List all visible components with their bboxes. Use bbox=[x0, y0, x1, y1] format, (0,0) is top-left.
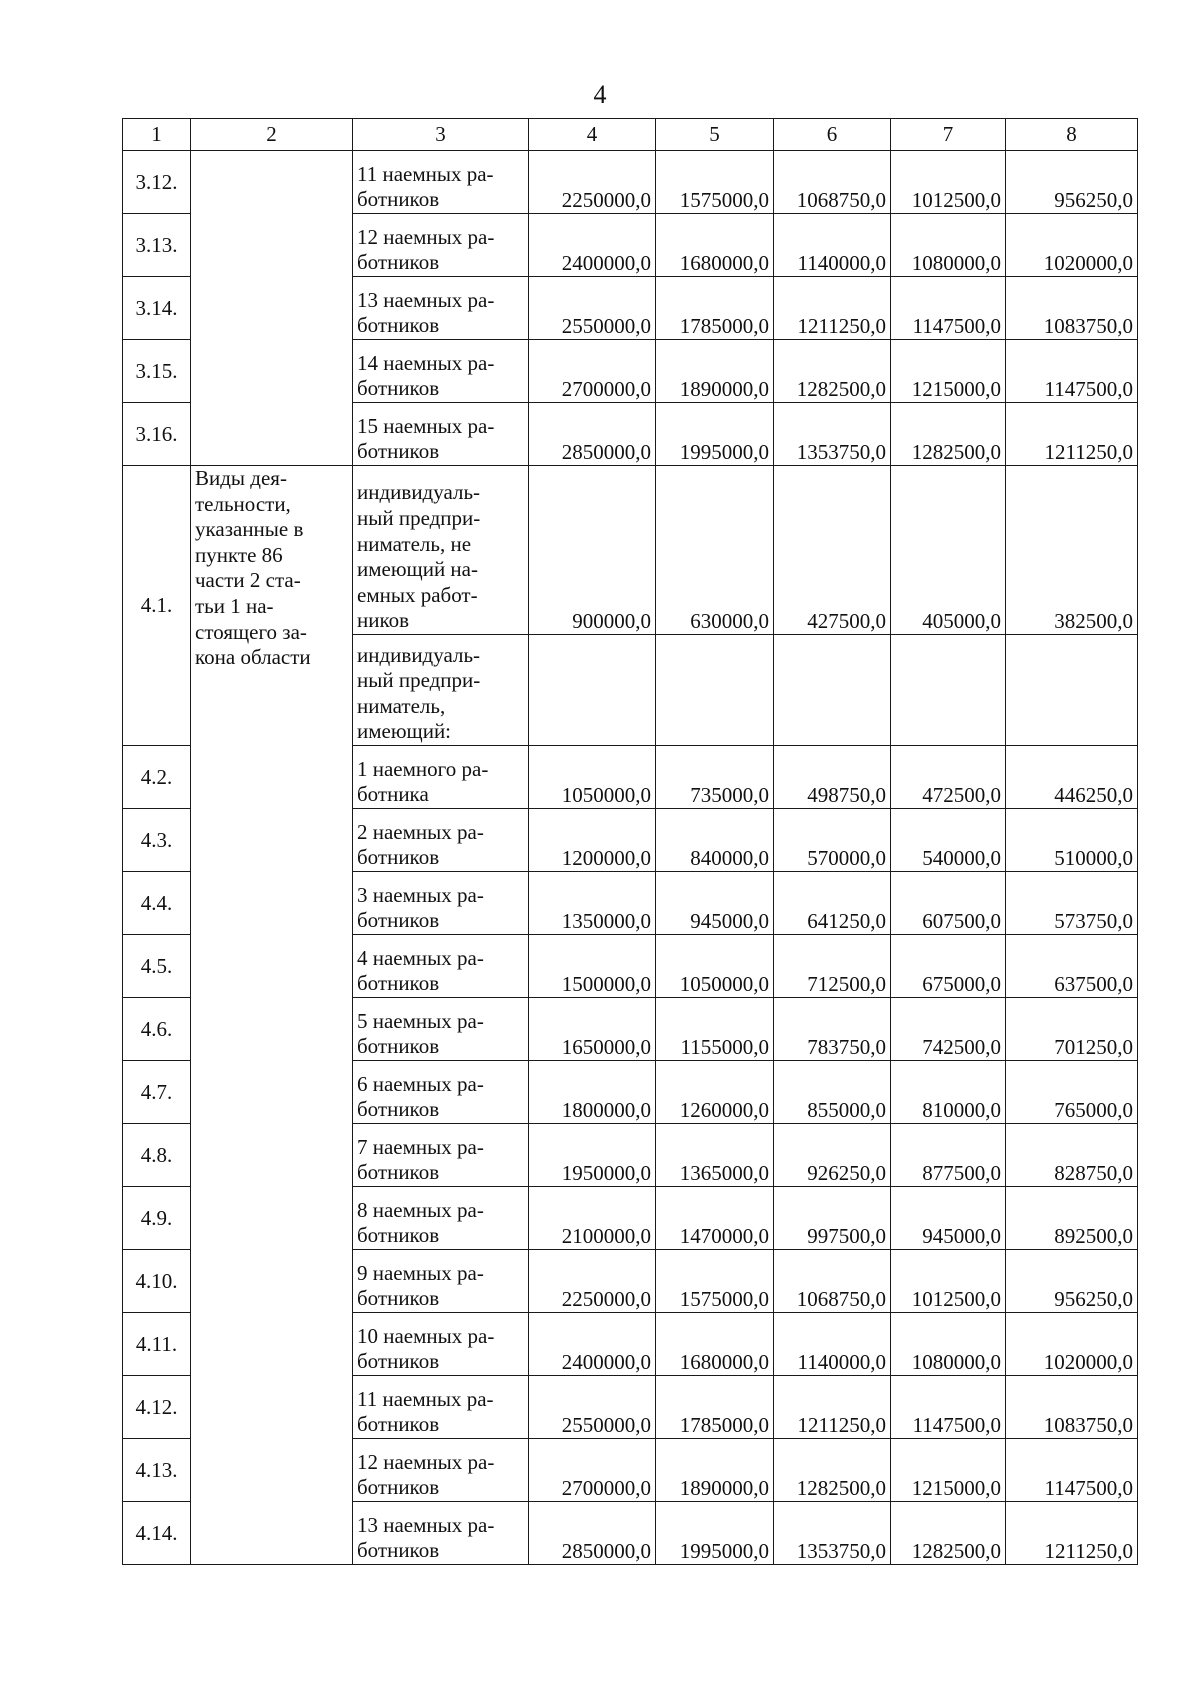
value-cell: 956250,0 bbox=[1006, 151, 1138, 214]
row-number: 4.6. bbox=[123, 998, 191, 1061]
value-cell: 926250,0 bbox=[774, 1124, 891, 1187]
value-cell: 1680000,0 bbox=[656, 1313, 774, 1376]
value-cell: 573750,0 bbox=[1006, 872, 1138, 935]
value-cell: 570000,0 bbox=[774, 809, 891, 872]
value-cell: 1211250,0 bbox=[774, 277, 891, 340]
value-cell: 2700000,0 bbox=[529, 1439, 656, 1502]
value-cell: 446250,0 bbox=[1006, 746, 1138, 809]
row-description: 11 наемных ра- ботников bbox=[353, 1376, 529, 1439]
page-number: 4 bbox=[593, 80, 607, 109]
value-cell: 1211250,0 bbox=[774, 1376, 891, 1439]
row-number: 4.1. bbox=[123, 466, 191, 746]
value-cell: 1080000,0 bbox=[891, 214, 1006, 277]
row-description: 8 наемных ра- ботников bbox=[353, 1187, 529, 1250]
value-cell: 2550000,0 bbox=[529, 277, 656, 340]
header-cell: 1 bbox=[123, 119, 191, 151]
row-number: 4.4. bbox=[123, 872, 191, 935]
value-cell: 2400000,0 bbox=[529, 214, 656, 277]
row-number: 3.13. bbox=[123, 214, 191, 277]
value-cell: 1785000,0 bbox=[656, 1376, 774, 1439]
value-cell: 1353750,0 bbox=[774, 1502, 891, 1565]
header-cell: 2 bbox=[191, 119, 353, 151]
row-number: 4.3. bbox=[123, 809, 191, 872]
value-cell: 900000,0 bbox=[529, 466, 656, 635]
row-description: 7 наемных ра- ботников bbox=[353, 1124, 529, 1187]
value-cell: 2850000,0 bbox=[529, 1502, 656, 1565]
row-number: 3.12. bbox=[123, 151, 191, 214]
value-cell: 1470000,0 bbox=[656, 1187, 774, 1250]
value-cell: 540000,0 bbox=[891, 809, 1006, 872]
value-cell: 892500,0 bbox=[1006, 1187, 1138, 1250]
value-cell: 1012500,0 bbox=[891, 1250, 1006, 1313]
value-cell: 1147500,0 bbox=[1006, 340, 1138, 403]
value-cell: 742500,0 bbox=[891, 998, 1006, 1061]
row-description: 14 наемных ра- ботников bbox=[353, 340, 529, 403]
value-cell: 427500,0 bbox=[774, 466, 891, 635]
value-cell: 1140000,0 bbox=[774, 1313, 891, 1376]
table-body bbox=[123, 119, 1138, 1565]
row-number: 4.12. bbox=[123, 1376, 191, 1439]
header-cell: 5 bbox=[656, 119, 774, 151]
value-cell: 783750,0 bbox=[774, 998, 891, 1061]
value-cell: 1068750,0 bbox=[774, 151, 891, 214]
row-description: 1 наемного ра- ботника bbox=[353, 746, 529, 809]
row-description: 5 наемных ра- ботников bbox=[353, 998, 529, 1061]
value-cell: 1800000,0 bbox=[529, 1061, 656, 1124]
value-cell: 1785000,0 bbox=[656, 277, 774, 340]
value-cell: 1890000,0 bbox=[656, 340, 774, 403]
value-cell: 2100000,0 bbox=[529, 1187, 656, 1250]
value-cell: 2400000,0 bbox=[529, 1313, 656, 1376]
value-cell: 472500,0 bbox=[891, 746, 1006, 809]
value-cell: 2250000,0 bbox=[529, 1250, 656, 1313]
value-cell-empty bbox=[774, 635, 891, 746]
row-number: 4.5. bbox=[123, 935, 191, 998]
value-cell: 945000,0 bbox=[891, 1187, 1006, 1250]
value-cell: 1083750,0 bbox=[1006, 277, 1138, 340]
value-cell: 2700000,0 bbox=[529, 340, 656, 403]
value-cell: 1353750,0 bbox=[774, 403, 891, 466]
row-number: 4.11. bbox=[123, 1313, 191, 1376]
row-number: 3.14. bbox=[123, 277, 191, 340]
value-cell: 1211250,0 bbox=[1006, 403, 1138, 466]
header-cell: 3 bbox=[353, 119, 529, 151]
row-description: 11 наемных ра- ботников bbox=[353, 151, 529, 214]
value-cell: 855000,0 bbox=[774, 1061, 891, 1124]
value-cell: 498750,0 bbox=[774, 746, 891, 809]
value-cell: 1080000,0 bbox=[891, 1313, 1006, 1376]
value-cell: 828750,0 bbox=[1006, 1124, 1138, 1187]
value-cell: 1500000,0 bbox=[529, 935, 656, 998]
row-description: 6 наемных ра- ботников bbox=[353, 1061, 529, 1124]
value-cell: 637500,0 bbox=[1006, 935, 1138, 998]
value-cell: 735000,0 bbox=[656, 746, 774, 809]
value-cell: 1155000,0 bbox=[656, 998, 774, 1061]
activity-description: Виды дея- тельности, указанные в пункте 86 части 2 ста- тьи 1 на- стоящего за- кона области bbox=[191, 466, 353, 1565]
header-cell: 8 bbox=[1006, 119, 1138, 151]
header-cell: 7 bbox=[891, 119, 1006, 151]
value-cell: 1575000,0 bbox=[656, 151, 774, 214]
value-cell: 675000,0 bbox=[891, 935, 1006, 998]
value-cell: 1215000,0 bbox=[891, 1439, 1006, 1502]
value-cell: 1282500,0 bbox=[891, 1502, 1006, 1565]
value-cell: 1020000,0 bbox=[1006, 214, 1138, 277]
row-description: индивидуаль- ный предпри- ниматель, не имеющий на- емных работ- ников bbox=[353, 466, 529, 635]
value-cell: 1650000,0 bbox=[529, 998, 656, 1061]
activity-cell-empty bbox=[191, 151, 353, 466]
value-cell: 1012500,0 bbox=[891, 151, 1006, 214]
row-description: 10 наемных ра- ботников bbox=[353, 1313, 529, 1376]
header-cell: 6 bbox=[774, 119, 891, 151]
row-number: 4.2. bbox=[123, 746, 191, 809]
value-cell-empty bbox=[891, 635, 1006, 746]
header-row bbox=[123, 119, 1138, 151]
value-cell: 810000,0 bbox=[891, 1061, 1006, 1124]
value-cell: 1282500,0 bbox=[774, 340, 891, 403]
value-cell: 510000,0 bbox=[1006, 809, 1138, 872]
row-number: 4.7. bbox=[123, 1061, 191, 1124]
value-cell: 1083750,0 bbox=[1006, 1376, 1138, 1439]
value-cell: 1350000,0 bbox=[529, 872, 656, 935]
value-cell: 405000,0 bbox=[891, 466, 1006, 635]
value-cell: 1995000,0 bbox=[656, 403, 774, 466]
value-cell: 1215000,0 bbox=[891, 340, 1006, 403]
value-cell-empty bbox=[1006, 635, 1138, 746]
value-cell: 1140000,0 bbox=[774, 214, 891, 277]
value-cell: 1020000,0 bbox=[1006, 1313, 1138, 1376]
row-number: 4.10. bbox=[123, 1250, 191, 1313]
value-cell: 1995000,0 bbox=[656, 1502, 774, 1565]
row-number: 3.15. bbox=[123, 340, 191, 403]
row-description: 13 наемных ра- ботников bbox=[353, 1502, 529, 1565]
value-cell: 1365000,0 bbox=[656, 1124, 774, 1187]
row-description: 12 наемных ра- ботников bbox=[353, 214, 529, 277]
header-cell: 4 bbox=[529, 119, 656, 151]
row-number: 4.14. bbox=[123, 1502, 191, 1565]
table-row bbox=[123, 151, 1138, 214]
row-description: 12 наемных ра- ботников bbox=[353, 1439, 529, 1502]
row-description: 13 наемных ра- ботников bbox=[353, 277, 529, 340]
tariff-table bbox=[122, 118, 1138, 1565]
value-cell: 1050000,0 bbox=[656, 935, 774, 998]
row-description: 4 наемных ра- ботников bbox=[353, 935, 529, 998]
value-cell: 956250,0 bbox=[1006, 1250, 1138, 1313]
row-description: индивидуаль- ный предпри- ниматель, имеющий: bbox=[353, 635, 529, 746]
row-description: 9 наемных ра- ботников bbox=[353, 1250, 529, 1313]
value-cell: 2550000,0 bbox=[529, 1376, 656, 1439]
row-number: 4.9. bbox=[123, 1187, 191, 1250]
value-cell: 1575000,0 bbox=[656, 1250, 774, 1313]
value-cell: 1147500,0 bbox=[891, 277, 1006, 340]
value-cell: 945000,0 bbox=[656, 872, 774, 935]
value-cell: 607500,0 bbox=[891, 872, 1006, 935]
value-cell: 877500,0 bbox=[891, 1124, 1006, 1187]
value-cell: 1068750,0 bbox=[774, 1250, 891, 1313]
value-cell: 712500,0 bbox=[774, 935, 891, 998]
value-cell: 2250000,0 bbox=[529, 151, 656, 214]
row-description: 2 наемных ра- ботников bbox=[353, 809, 529, 872]
value-cell: 1147500,0 bbox=[1006, 1439, 1138, 1502]
value-cell-empty bbox=[529, 635, 656, 746]
value-cell: 1890000,0 bbox=[656, 1439, 774, 1502]
value-cell: 1211250,0 bbox=[1006, 1502, 1138, 1565]
row-description: 15 наемных ра- ботников bbox=[353, 403, 529, 466]
value-cell: 1950000,0 bbox=[529, 1124, 656, 1187]
value-cell: 840000,0 bbox=[656, 809, 774, 872]
value-cell: 382500,0 bbox=[1006, 466, 1138, 635]
value-cell: 1680000,0 bbox=[656, 214, 774, 277]
value-cell: 997500,0 bbox=[774, 1187, 891, 1250]
row-description: 3 наемных ра- ботников bbox=[353, 872, 529, 935]
value-cell: 641250,0 bbox=[774, 872, 891, 935]
table-row bbox=[123, 466, 1138, 635]
value-cell: 1282500,0 bbox=[891, 403, 1006, 466]
row-number: 3.16. bbox=[123, 403, 191, 466]
value-cell: 630000,0 bbox=[656, 466, 774, 635]
row-number: 4.13. bbox=[123, 1439, 191, 1502]
value-cell: 765000,0 bbox=[1006, 1061, 1138, 1124]
value-cell: 1282500,0 bbox=[774, 1439, 891, 1502]
value-cell: 1260000,0 bbox=[656, 1061, 774, 1124]
row-number: 4.8. bbox=[123, 1124, 191, 1187]
value-cell: 1200000,0 bbox=[529, 809, 656, 872]
value-cell: 2850000,0 bbox=[529, 403, 656, 466]
value-cell: 1147500,0 bbox=[891, 1376, 1006, 1439]
value-cell: 701250,0 bbox=[1006, 998, 1138, 1061]
value-cell-empty bbox=[656, 635, 774, 746]
value-cell: 1050000,0 bbox=[529, 746, 656, 809]
